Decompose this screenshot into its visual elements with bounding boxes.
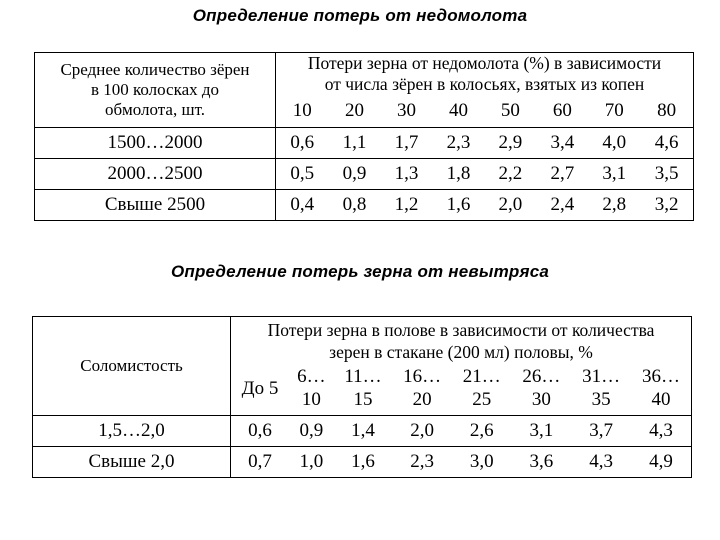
table-cell: 3,1	[512, 416, 572, 447]
table-cell: 1,6	[432, 190, 484, 221]
table-cell: 0,5	[276, 159, 329, 190]
row-label: 2000…2500	[35, 159, 276, 190]
column-header-line: 25	[472, 389, 492, 410]
table-cell: 0,9	[289, 416, 334, 447]
column-header	[452, 363, 512, 416]
table-cell: 2,2	[484, 159, 536, 190]
table-row	[33, 447, 692, 478]
table-cell: 3,6	[512, 447, 572, 478]
column-header-line: 40	[651, 389, 671, 410]
row-header-cell	[33, 317, 231, 416]
column-header: 50	[484, 95, 536, 128]
row-label: Свыше 2500	[35, 190, 276, 221]
table-cell: 3,7	[571, 416, 631, 447]
grain-loss-threshing-table	[34, 52, 694, 221]
row-header-line: в 100 колосках до	[90, 80, 220, 99]
column-header-line: 6…	[297, 366, 326, 387]
column-header	[571, 363, 631, 416]
table-row	[35, 159, 694, 190]
column-header	[512, 363, 572, 416]
column-header: 30	[381, 95, 433, 128]
row-header-line: обмолота, шт.	[105, 100, 205, 119]
column-header: 60	[536, 95, 588, 128]
table-cell: 0,8	[329, 190, 381, 221]
table-cell: 1,7	[381, 128, 433, 159]
group-header-line: Потери зерна от недомолота (%) в зависимости	[307, 53, 662, 73]
section2-title: Определение потерь зерна от невытряса	[170, 262, 550, 281]
table-row	[35, 190, 694, 221]
table-cell: 0,6	[276, 128, 329, 159]
table-cell: 4,3	[571, 447, 631, 478]
table-cell: 1,2	[381, 190, 433, 221]
column-header-line: 31…	[582, 366, 621, 387]
group-header-line: зерен в стакане (200 мл) половы, %	[329, 342, 593, 362]
column-header-line: 26…	[522, 366, 561, 387]
column-header	[631, 363, 692, 416]
group-header-cell	[276, 53, 694, 96]
table-cell: 1,6	[334, 447, 393, 478]
column-header: 80	[640, 95, 693, 128]
column-header-line: 15	[353, 389, 373, 410]
row-label: 1,5…2,0	[33, 416, 231, 447]
table-cell: 1,4	[334, 416, 393, 447]
row-header-line: Среднее количество зёрен	[60, 60, 250, 79]
grain-loss-chaff-table	[32, 316, 692, 478]
column-header-line: 10	[301, 389, 321, 410]
group-header-cell	[231, 317, 692, 364]
table-cell: 2,4	[536, 190, 588, 221]
column-header-line: 21…	[462, 366, 501, 387]
column-header-line: 11…	[344, 366, 382, 387]
table-cell: 4,6	[640, 128, 693, 159]
table-cell: 2,9	[484, 128, 536, 159]
table-row	[35, 128, 694, 159]
table-cell: 2,7	[536, 159, 588, 190]
column-header-line: 35	[591, 389, 611, 410]
table-cell: 0,9	[329, 159, 381, 190]
table-cell: 2,3	[432, 128, 484, 159]
row-label: Свыше 2,0	[33, 447, 231, 478]
table-cell: 0,6	[231, 416, 289, 447]
table-cell: 3,5	[640, 159, 693, 190]
table-cell: 1,0	[289, 447, 334, 478]
column-header-line: До 5	[241, 377, 279, 399]
table-cell: 1,3	[381, 159, 433, 190]
table-cell: 4,0	[588, 128, 640, 159]
table-cell: 2,0	[392, 416, 452, 447]
column-header: 70	[588, 95, 640, 128]
table-cell: 2,3	[392, 447, 452, 478]
table-cell: 1,1	[329, 128, 381, 159]
table-cell: 0,7	[231, 447, 289, 478]
table-cell: 3,4	[536, 128, 588, 159]
column-header: 20	[329, 95, 381, 128]
column-header: 40	[432, 95, 484, 128]
column-header-line: 20	[412, 389, 432, 410]
column-header: 10	[276, 95, 329, 128]
table-cell: 0,4	[276, 190, 329, 221]
column-header-line: 16…	[403, 366, 442, 387]
column-header	[289, 363, 334, 416]
column-header	[334, 363, 393, 416]
table-cell: 1,8	[432, 159, 484, 190]
table-cell: 3,1	[588, 159, 640, 190]
column-header	[231, 363, 289, 416]
table-cell: 4,3	[631, 416, 692, 447]
row-label: 1500…2000	[35, 128, 276, 159]
table-cell: 4,9	[631, 447, 692, 478]
group-header-line: от числа зёрен в колосьях, взятых из копен	[324, 74, 645, 94]
column-header-line: 36…	[641, 366, 680, 387]
table-cell: 3,0	[452, 447, 512, 478]
row-header-line: Соломистость	[80, 356, 183, 375]
section1-title: Определение потерь от недомолота	[192, 6, 528, 25]
table-cell: 2,0	[484, 190, 536, 221]
table-cell: 3,2	[640, 190, 693, 221]
column-header-line: 30	[531, 389, 551, 410]
table-cell: 2,6	[452, 416, 512, 447]
table-row	[33, 416, 692, 447]
group-header-line: Потери зерна в полове в зависимости от количества	[267, 320, 655, 340]
column-header	[392, 363, 452, 416]
row-header-cell	[35, 53, 276, 128]
table-cell: 2,8	[588, 190, 640, 221]
